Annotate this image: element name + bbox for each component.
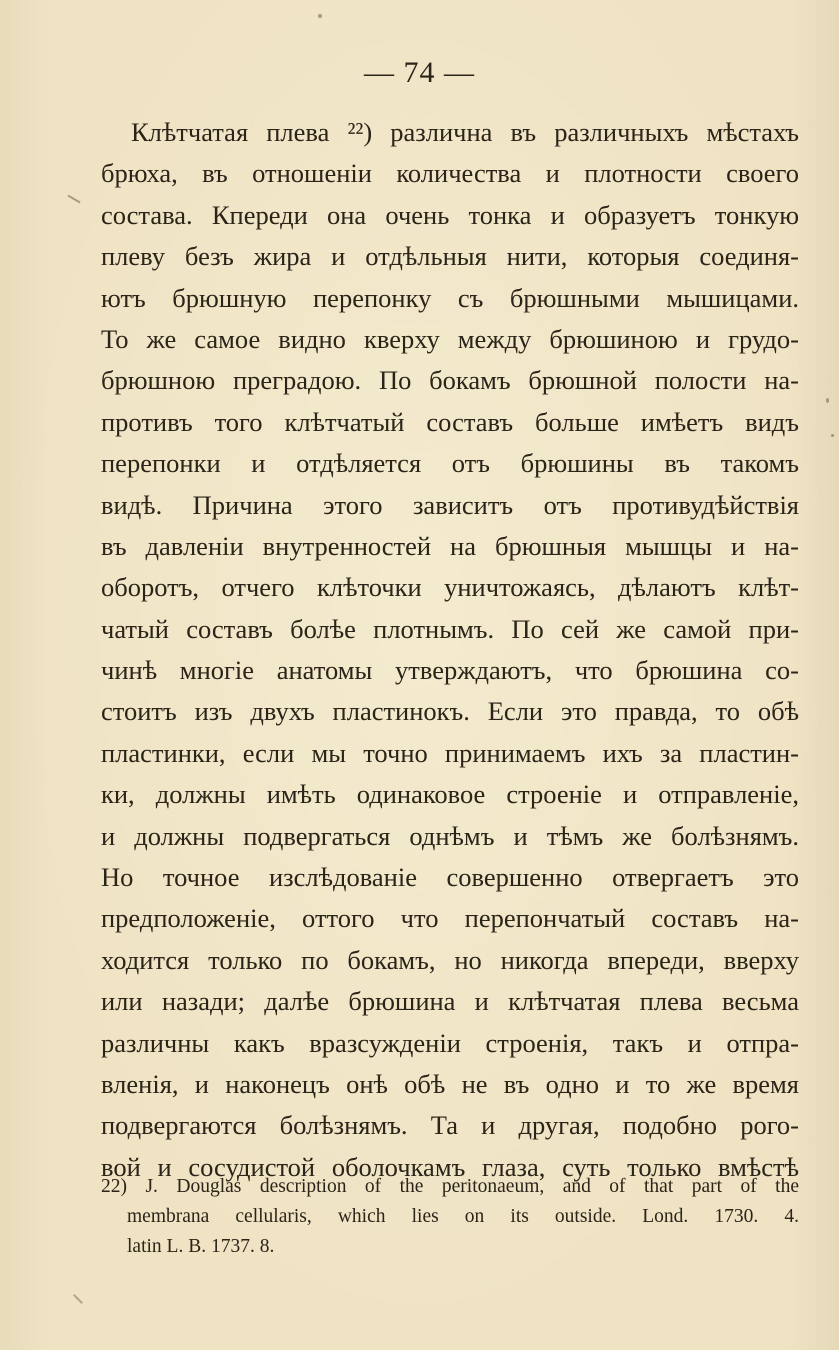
text-line: въ давленіи внутренностей на брюшныя мышцы и на-	[101, 530, 799, 561]
text-line: ки, должны имѣть одинаковое строеніе и отправленіе,	[101, 779, 799, 810]
body-text	[101, 112, 799, 1188]
text-line: чатый составъ болѣе плотнымъ. По сей же самой при-	[101, 613, 799, 644]
text-line: оборотъ, отчего клѣточки уничтожаясь, дѣлаютъ клѣт-	[101, 572, 799, 603]
text-line: перепонки и отдѣляется отъ брюшины въ такомъ	[101, 448, 799, 479]
text-line: плеву безъ жира и отдѣльныя нити, которыя соединя-	[101, 241, 799, 272]
text-line: брюшною преградою. По бокамъ брюшной полости на-	[101, 365, 799, 396]
text-line: ютъ брюшную перепонку съ брюшными мышицами.	[101, 282, 799, 313]
paper-speck	[826, 398, 829, 403]
text-line: брюха, въ отношеніи количества и плотности своего	[101, 158, 799, 189]
page-number: — 74 —	[364, 56, 475, 89]
footnote-line: 22) J. Douglas description of the peritonaeum, and of that part of the	[101, 1176, 799, 1197]
text-line: или назади; далѣе брюшина и клѣтчатая плева весьма	[101, 986, 799, 1017]
footnote-line: membrana cellularis, which lies on its outside. Lond. 1730. 4.	[127, 1206, 799, 1227]
paper-speck	[318, 14, 322, 18]
text-line: предположеніе, оттого что перепончатый составъ на-	[101, 903, 799, 934]
text-line: различны какъ вразсужденіи строенія, такъ и отпра-	[101, 1027, 799, 1058]
text-line: видѣ. Причина этого зависитъ отъ противудѣйствія	[101, 489, 799, 520]
text-line: стоитъ изъ двухъ пластинокъ. Если это правда, то обѣ	[101, 696, 799, 727]
text-line: ходится только по бокамъ, но никогда впереди, вверху	[101, 944, 799, 975]
text-line: подвергаются болѣзнямъ. Та и другая, подобно рого-	[101, 1110, 799, 1141]
text-line: Но точное изслѣдованіе совершенно отвергаетъ это	[101, 862, 799, 893]
footnote	[101, 1172, 799, 1262]
margin-mark	[73, 1294, 83, 1304]
paper-speck	[831, 434, 834, 437]
text-line: и должны подвергаться однѣмъ и тѣмъ же болѣзнямъ.	[101, 820, 799, 851]
text-line: противъ того клѣтчатый составъ больше имѣетъ видъ	[101, 406, 799, 437]
text-line: чинѣ многіе анатомы утверждаютъ, что брюшина со-	[101, 655, 799, 686]
margin-mark	[67, 195, 80, 204]
text-line: состава. Кпереди она очень тонка и образуетъ тонкую	[101, 199, 799, 230]
text-line: Клѣтчатая плева ²²) различна въ различныхъ мѣстахъ	[131, 117, 799, 147]
text-line: вленія, и наконецъ онѣ обѣ не въ одно и то же время	[101, 1068, 799, 1099]
text-line: вой и сосудистой оболочкамъ глаза, суть только вмѣстѣ	[101, 1151, 799, 1182]
text-line: То же самое видно кверху между брюшиною и грудо-	[101, 323, 799, 354]
text-line: пластинки, если мы точно принимаемъ ихъ за пластин-	[101, 737, 799, 768]
footnote-line: latin L. B. 1737. 8.	[127, 1236, 275, 1257]
